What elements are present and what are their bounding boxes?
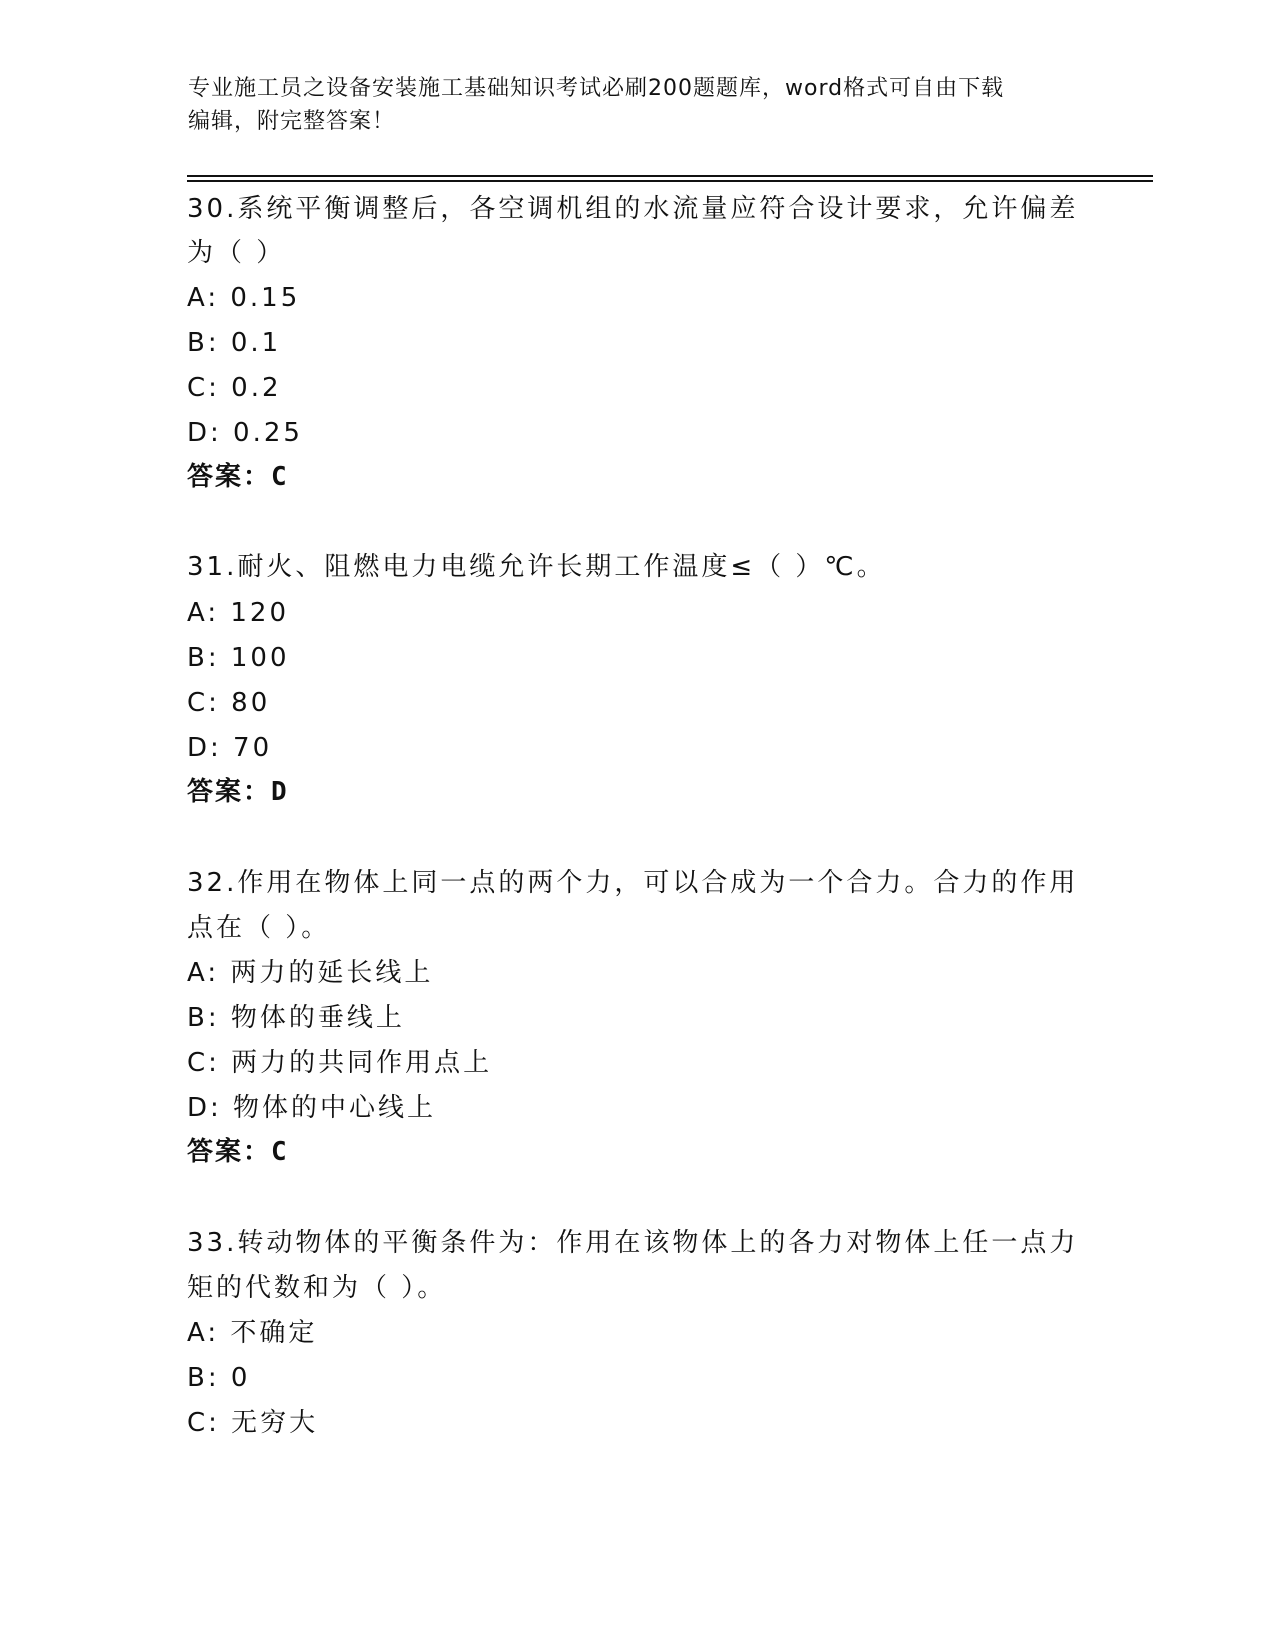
- question-30-option-a: A: 0.15: [187, 283, 301, 313]
- question-32-option-d: D: 物体的中心线上: [187, 1093, 437, 1123]
- question-33-option-a: A: 不确定: [187, 1318, 318, 1348]
- header-title-line-1: 专业施工员之设备安装施工基础知识考试必刷200题题库，word格式可自由下载: [188, 76, 1005, 101]
- question-32-answer: [187, 1135, 287, 1169]
- answer-label: 答案：: [187, 777, 272, 807]
- question-30-option-d: D: 0.25: [187, 418, 303, 448]
- question-32-stem-line-1: 32.作用在物体上同一点的两个力，可以合成为一个合力。合力的作用: [187, 868, 1079, 898]
- question-32-option-a: A: 两力的延长线上: [187, 958, 434, 988]
- question-30-answer: [187, 460, 287, 494]
- answer-value: C: [271, 1137, 287, 1167]
- header-rule-bottom: [187, 180, 1153, 182]
- question-30-stem-line-1: 30.系统平衡调整后，各空调机组的水流量应符合设计要求，允许偏差: [187, 194, 1079, 224]
- question-31-stem-line-1: 31.耐火、阻燃电力电缆允许长期工作温度≤（ ）℃。: [187, 552, 886, 582]
- question-33-stem-line-1: 33.转动物体的平衡条件为：作用在该物体上的各力对物体上任一点力: [187, 1228, 1079, 1258]
- question-33-stem-line-2: 矩的代数和为（ ）。: [187, 1273, 447, 1303]
- answer-label: 答案：: [187, 1137, 272, 1167]
- question-31-option-d: D: 70: [187, 733, 273, 763]
- question-31-answer: [187, 775, 287, 809]
- question-33-option-b: B: 0: [187, 1363, 251, 1393]
- header-rule-top: [187, 175, 1153, 177]
- answer-label: 答案：: [187, 462, 272, 492]
- question-32-option-b: B: 物体的垂线上: [187, 1003, 405, 1033]
- question-31-option-c: C: 80: [187, 688, 271, 718]
- answer-value: C: [271, 462, 287, 492]
- question-31-option-b: B: 100: [187, 643, 290, 673]
- question-32-option-c: C: 两力的共同作用点上: [187, 1048, 493, 1078]
- question-30-stem-line-2: 为（ ）: [187, 238, 286, 268]
- header-title-line-2: 编辑，附完整答案！: [188, 109, 396, 134]
- question-30-option-c: C: 0.2: [187, 373, 282, 403]
- question-31-option-a: A: 120: [187, 598, 289, 628]
- question-30-option-b: B: 0.1: [187, 328, 282, 358]
- answer-value: D: [271, 777, 287, 807]
- question-33-option-c: C: 无穷大: [187, 1408, 319, 1438]
- question-32-stem-line-2: 点在（ ）。: [187, 913, 331, 943]
